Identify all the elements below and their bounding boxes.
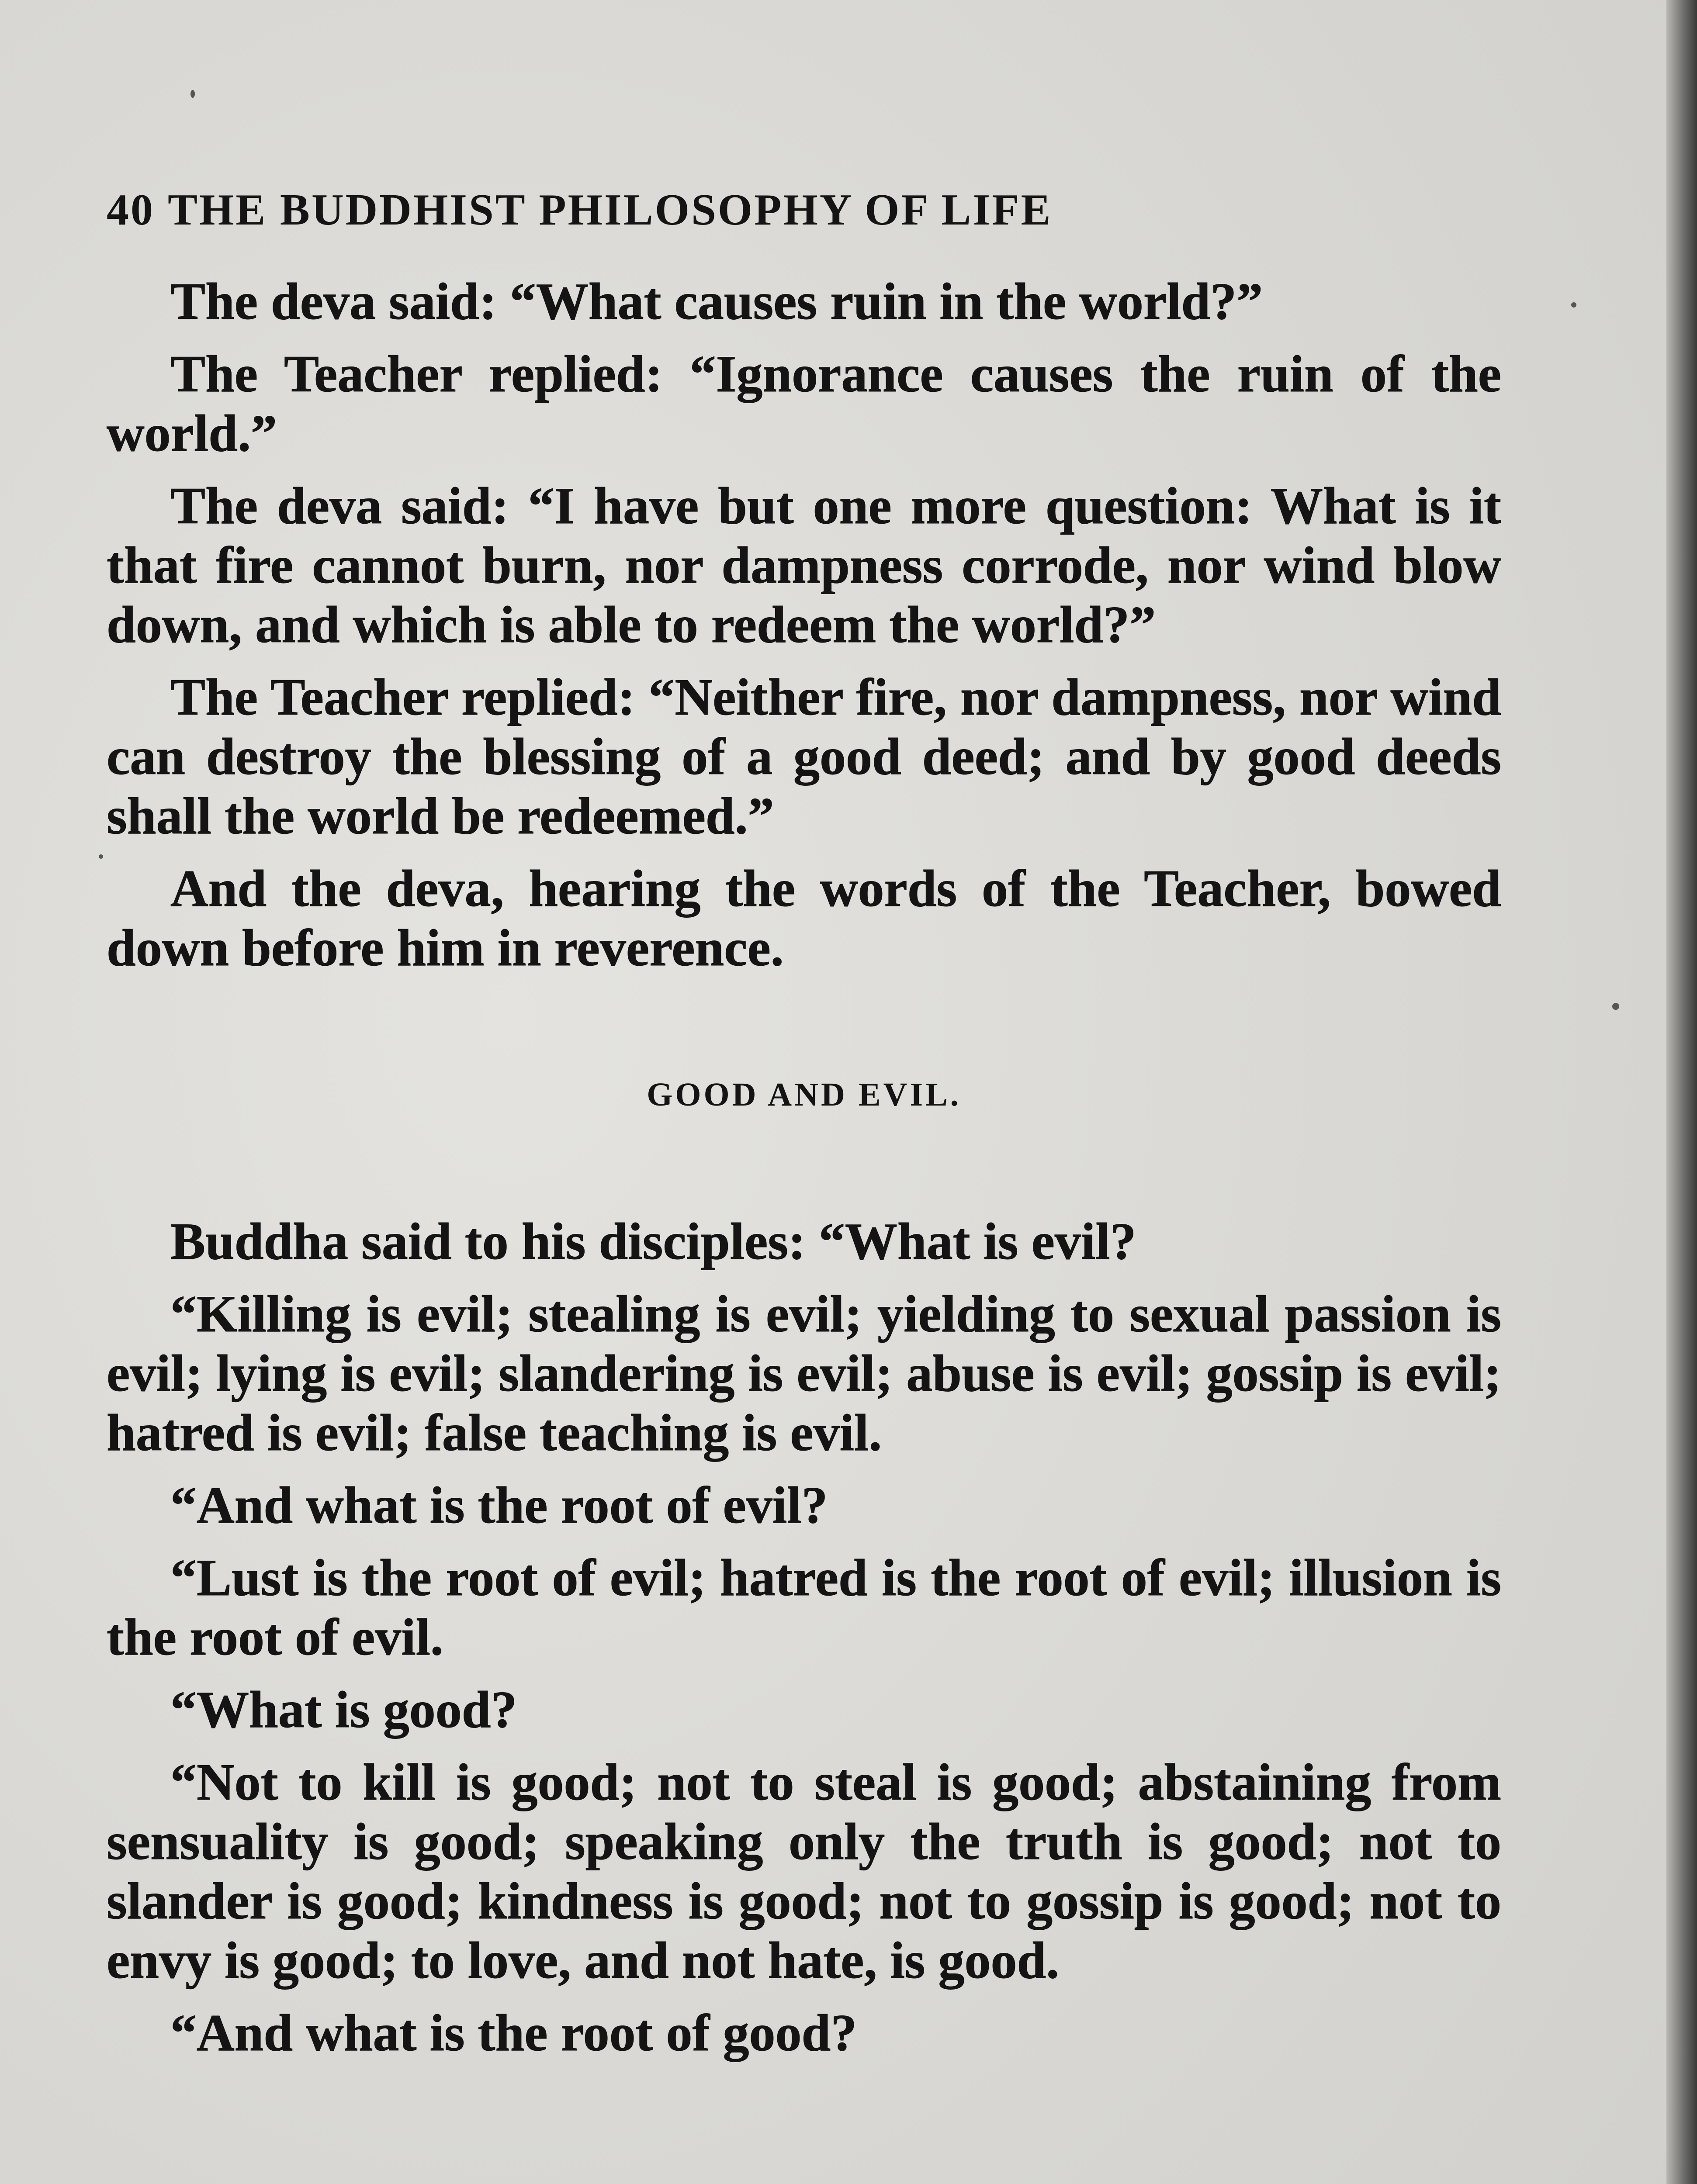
paragraph: The deva said: “I have but one more question: What is it that fire cannot burn, nor dampness corrode, nor wind blow down, and which is able to redeem the world?”	[107, 477, 1501, 653]
paragraph: “Killing is evil; stealing is evil; yielding to sexual passion is evil; lying is evil; slandering is evil; abuse is evil; gossip is evil; hatred is evil; false teaching is evil.	[107, 1285, 1501, 1462]
paragraph: “Lust is the root of evil; hatred is the root of evil; illusion is the root of evil.	[107, 1548, 1501, 1666]
paragraph: The Teacher replied: “Ignorance causes the ruin of the world.”	[107, 345, 1501, 462]
page-text-block	[107, 185, 1501, 2076]
print-speck	[1612, 1003, 1619, 1010]
print-speck	[1571, 302, 1576, 308]
running-title: THE BUDDHIST PHILOSOPHY OF LIFE	[168, 185, 1053, 235]
paragraph: The deva said: “What causes ruin in the world?”	[170, 272, 1263, 330]
section-heading: GOOD AND EVIL.	[647, 1076, 961, 1113]
paragraph: “What is good?	[170, 1680, 517, 1738]
running-head	[107, 185, 1501, 235]
page-gutter-shadow	[1666, 0, 1697, 2184]
print-speck	[190, 90, 195, 98]
paragraph: Buddha said to his disciples: “What is evil?	[170, 1212, 1136, 1270]
print-speck	[99, 854, 103, 859]
page-number: 40	[107, 185, 155, 235]
paragraph: The Teacher replied: “Neither fire, nor dampness, nor wind can destroy the blessing of a good deed; and by good deeds shall the world be redeemed.”	[107, 668, 1501, 845]
paragraph: And the deva, hearing the words of the Teacher, bowed down before him in reverence.	[107, 859, 1501, 977]
paragraph: “And what is the root of good?	[170, 2004, 857, 2062]
paragraph: “And what is the root of evil?	[170, 1476, 828, 1534]
paragraph: “Not to kill is good; not to steal is good; abstaining from sensuality is good; speaking only the truth is good; not to slander is good; kindness is good; not to gossip is good; not to envy is good; to love, and not hate, is good.	[107, 1753, 1501, 1989]
